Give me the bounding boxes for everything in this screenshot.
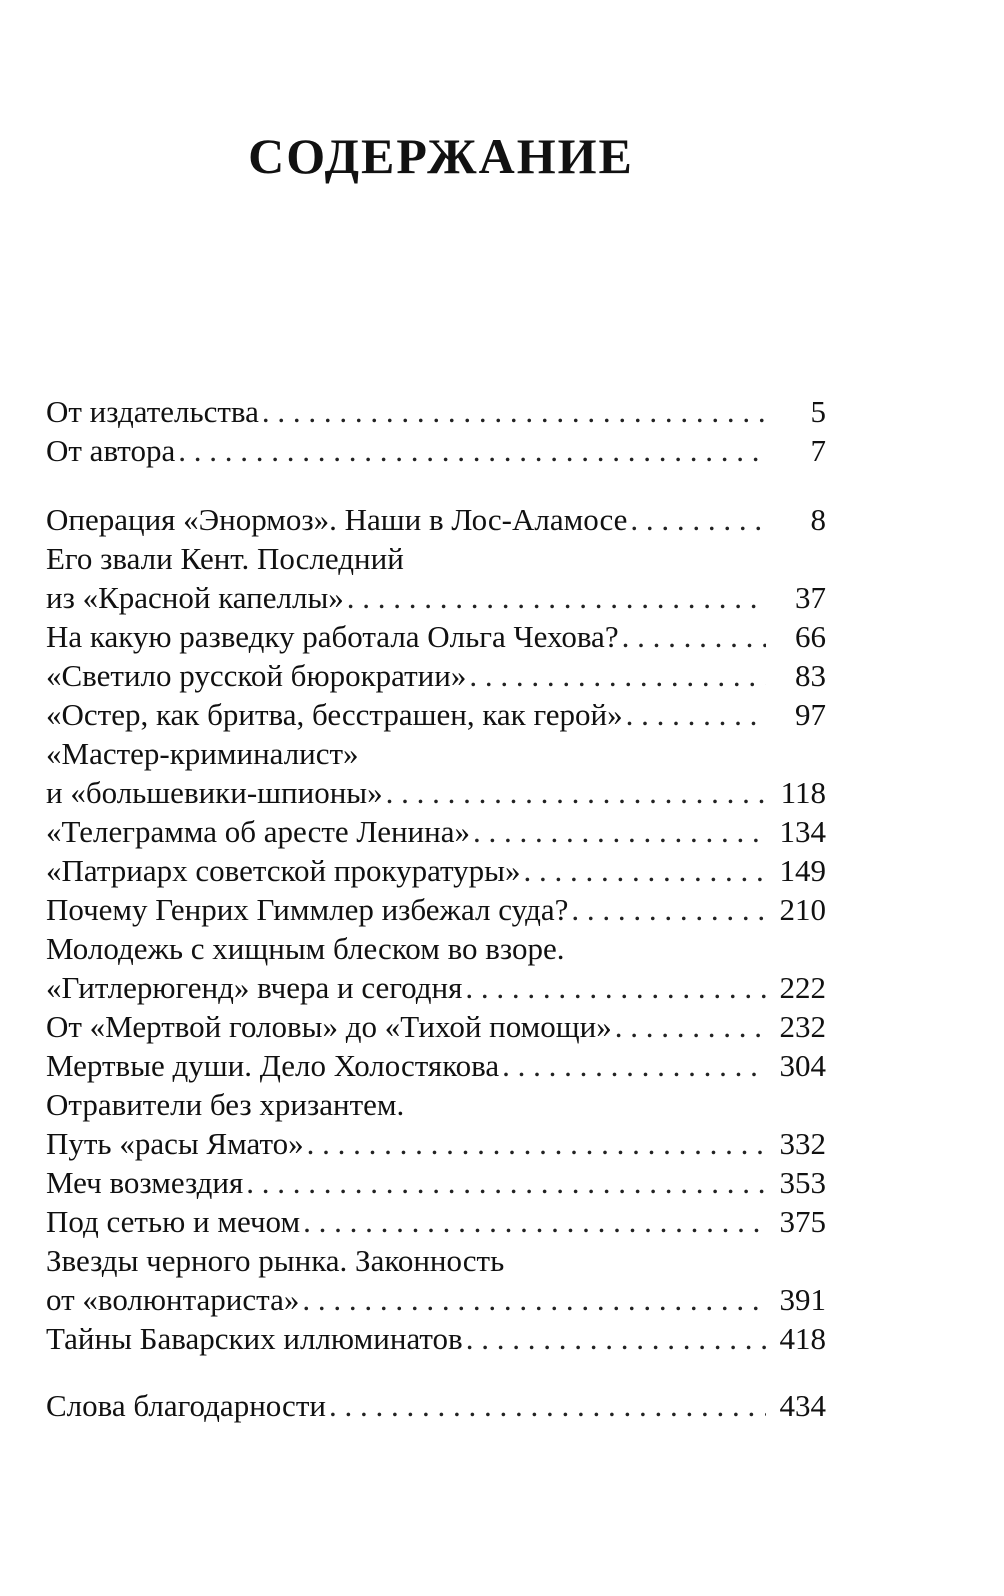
- section-gap: [46, 1358, 826, 1386]
- front-matter-section: [46, 392, 826, 470]
- dot-leader: [571, 890, 766, 929]
- dot-leader: [329, 1386, 766, 1425]
- dot-leader: [626, 695, 766, 734]
- toc-entry-page-number: 83: [795, 658, 826, 693]
- toc-entry: [46, 431, 826, 470]
- section-gap: [46, 470, 826, 500]
- toc-entry-page-number: 97: [795, 697, 826, 732]
- toc-entry: [46, 851, 826, 890]
- toc-entry-page-number: 332: [779, 1126, 826, 1161]
- toc-entry-page-number: 210: [779, 892, 826, 927]
- toc-entry-title: От издательства: [46, 394, 259, 429]
- toc-entry-page-number: 149: [779, 853, 826, 888]
- dot-leader: [246, 1163, 766, 1202]
- dot-leader: [466, 1319, 766, 1358]
- toc-entry-title: Слова благодарности: [46, 1388, 326, 1423]
- toc-entry: [46, 695, 826, 734]
- toc-entry-title: «Светило русской бюрократии»: [46, 658, 467, 693]
- toc-entry: [46, 578, 826, 617]
- toc-entry-page-number: 391: [779, 1282, 826, 1317]
- toc-entry-title: От автора: [46, 433, 176, 468]
- dot-leader: [178, 431, 766, 470]
- toc-entry-title-first-line: Отравители без хризантем.: [46, 1087, 405, 1122]
- toc-entry-title-first-line: Звезды черного рынка. Законность: [46, 1243, 505, 1278]
- toc-entry-page-number: 118: [780, 775, 826, 810]
- toc-entry: [46, 773, 826, 812]
- dot-leader: [502, 1046, 766, 1085]
- toc-entry-page-number: 232: [779, 1009, 826, 1044]
- dot-leader: [465, 968, 766, 1007]
- toc-entry-title: Операция «Энормоз». Наши в Лос-Аламосе: [46, 502, 628, 537]
- toc-entry-title: от «волюнтариста»: [46, 1282, 300, 1317]
- toc-entry: [46, 1007, 826, 1046]
- toc-entry-page-number: 7: [810, 433, 826, 468]
- toc-entry: [46, 656, 826, 695]
- chapters-section: [46, 500, 826, 1358]
- dot-leader: [347, 578, 766, 617]
- toc-entry-title-first-line: «Мастер-криминалист»: [46, 736, 359, 771]
- dot-leader: [469, 656, 766, 695]
- dot-leader: [473, 812, 766, 851]
- toc-entry-page-number: 222: [779, 970, 826, 1005]
- toc-entry-title: из «Красной капеллы»: [46, 580, 344, 615]
- toc-entry-title: Путь «расы Ямато»: [46, 1126, 304, 1161]
- toc-entry-title: Под сетью и мечом: [46, 1204, 301, 1239]
- toc-entry: [46, 617, 826, 656]
- toc-entry: [46, 392, 826, 431]
- toc-entry-page-number: 134: [779, 814, 826, 849]
- dot-leader: [524, 851, 767, 890]
- toc-entry-page-number: 353: [779, 1165, 826, 1200]
- toc-entry-title: Тайны Баварских иллюминатов: [46, 1321, 463, 1356]
- table-of-contents: [46, 392, 826, 1425]
- toc-entry: [46, 1202, 826, 1241]
- toc-entry-title: Почему Генрих Гиммлер избежал суда?: [46, 892, 569, 927]
- toc-entry: [46, 1124, 826, 1163]
- toc-entry-page-number: 5: [810, 394, 826, 429]
- page-title: СОДЕРЖАНИЕ: [248, 128, 634, 184]
- toc-entry: [46, 1386, 826, 1425]
- dot-leader: [630, 500, 766, 539]
- toc-entry-page-number: 8: [810, 502, 826, 537]
- toc-entry: [46, 1280, 826, 1319]
- dot-leader: [615, 1007, 766, 1046]
- toc-entry-page-number: 375: [779, 1204, 826, 1239]
- toc-entry: [46, 812, 826, 851]
- toc-entry-page-number: 66: [795, 619, 826, 654]
- dot-leader: [622, 617, 766, 656]
- toc-entry: [46, 1319, 826, 1358]
- toc-entry-title: «Телеграмма об аресте Ленина»: [46, 814, 470, 849]
- dot-leader: [386, 773, 766, 812]
- toc-entry-title-first-line: Молодежь с хищным блеском во взоре.: [46, 931, 565, 966]
- toc-entry-title: «Гитлерюгенд» вчера и сегодня: [46, 970, 463, 1005]
- toc-entry-title: и «большевики-шпионы»: [46, 775, 383, 810]
- toc-entry-page-number: 434: [779, 1388, 826, 1423]
- toc-entry-page-number: 37: [795, 580, 826, 615]
- toc-entry-page-number: 418: [779, 1321, 826, 1356]
- toc-entry-title: Меч возмездия: [46, 1165, 244, 1200]
- dot-leader: [262, 392, 766, 431]
- toc-entry: [46, 968, 826, 1007]
- toc-entry-title: Мертвые души. Дело Холостякова: [46, 1048, 500, 1083]
- dot-leader: [302, 1280, 766, 1319]
- toc-entry: [46, 1046, 826, 1085]
- toc-entry-title-first-line: Его звали Кент. Последний: [46, 541, 404, 576]
- back-matter-section: [46, 1386, 826, 1425]
- toc-entry-title: «Патриарх советской прокуратуры»: [46, 853, 521, 888]
- toc-entry: [46, 500, 826, 539]
- toc-entry-page-number: 304: [779, 1048, 826, 1083]
- toc-entry-title: «Остер, как бритва, бесстрашен, как герой»: [46, 697, 623, 732]
- toc-entry: [46, 890, 826, 929]
- dot-leader: [303, 1202, 766, 1241]
- dot-leader: [307, 1124, 766, 1163]
- toc-entry-title: На какую разведку работала Ольга Чехова?: [46, 619, 619, 654]
- toc-entry-title: От «Мертвой головы» до «Тихой помощи»: [46, 1009, 612, 1044]
- toc-entry: [46, 1163, 826, 1202]
